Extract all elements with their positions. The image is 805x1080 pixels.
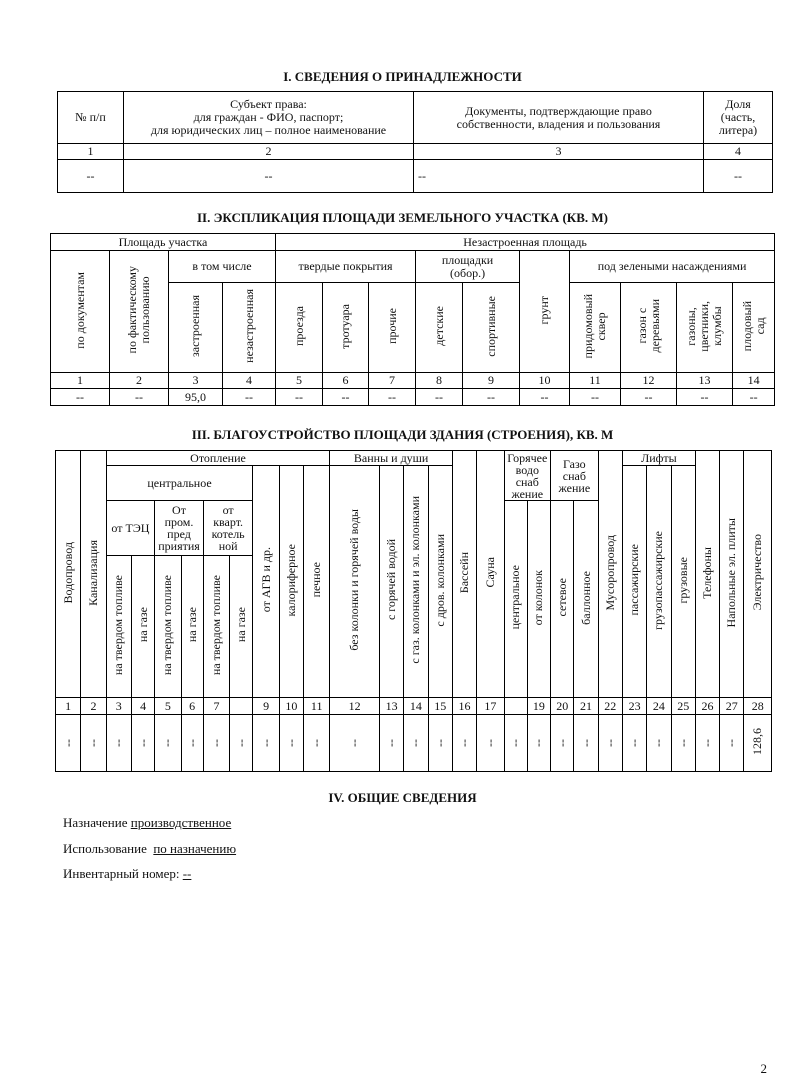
cell-value: [131, 715, 154, 772]
col-sauna: Сауна: [482, 557, 497, 588]
col-number: 1: [56, 698, 81, 715]
group-heating: Отопление: [106, 451, 330, 466]
col-yard-square: придомовый сквер: [581, 293, 609, 359]
cell-value: [551, 715, 574, 772]
cell-value: --: [414, 160, 704, 193]
cell-value-text: --: [135, 738, 150, 747]
cell-value-text: --: [699, 738, 714, 747]
purpose-value: производственное: [130, 815, 232, 830]
col-no-column: без колонки и горячей воды: [347, 509, 362, 651]
col-number: 5: [276, 373, 323, 389]
col-number: 8: [416, 373, 463, 389]
cell-value: [477, 715, 504, 772]
cell-value: --: [124, 160, 414, 193]
col-number: 25: [671, 698, 695, 715]
cell-value-text: --: [651, 738, 666, 747]
col-number: 6: [181, 698, 203, 715]
cell-value-text: --: [554, 738, 569, 747]
cell-value: [203, 715, 229, 772]
col-lawn-trees: газон с деревьями: [634, 299, 662, 353]
header-subject: Субъект права: для граждан - ФИО, паспорт; для юридических лиц – полное наименование: [124, 92, 414, 144]
col-number: 16: [452, 698, 476, 715]
col-by-docs: по документам: [72, 271, 87, 349]
cell-value-text: --: [531, 738, 546, 747]
col-number: 6: [323, 373, 369, 389]
col-number: 4: [704, 144, 773, 160]
col-number: 2: [110, 373, 169, 389]
section2-title: II. ЭКСПЛИКАЦИЯ ПЛОЩАДИ ЗЕМЕЛЬНОГО УЧАСТКА (КВ. М): [197, 210, 608, 225]
cell-value-text: --: [482, 738, 497, 747]
col-sports: спортивные: [483, 295, 498, 357]
col-electric: Электричество: [750, 534, 765, 611]
group-lifts: Лифты: [622, 451, 695, 466]
cell-value-text: --: [283, 738, 298, 747]
cell-value: --: [369, 389, 416, 406]
cell-value: --: [416, 389, 463, 406]
cell-value-text: --: [309, 738, 324, 747]
cell-value: --: [704, 160, 773, 193]
sub-hard-surface: твердые покрытия: [276, 251, 416, 283]
col-sidewalk: тротуара: [338, 303, 353, 349]
col-lawns: газоны, цветники, клумбы: [684, 300, 725, 352]
col-number: 14: [733, 373, 775, 389]
ownership-table: [57, 91, 773, 193]
col-stove: печное: [309, 562, 324, 598]
cell-value: --: [58, 160, 124, 193]
cell-value-text: --: [578, 738, 593, 747]
col-built: застроенная: [188, 295, 202, 357]
cell-value: [304, 715, 330, 772]
land-area-table: [50, 233, 775, 406]
section4-title: IV. ОБЩИЕ СВЕДЕНИЯ: [328, 790, 477, 805]
sub-from-enterprise: От пром. пред приятия: [155, 501, 204, 556]
col-hot-water: с горячей водой: [384, 539, 399, 621]
cell-value: [56, 715, 81, 772]
col-number: 11: [304, 698, 330, 715]
cell-value: [230, 715, 253, 772]
sub-including: в том числе: [169, 251, 276, 283]
col-number: 1: [51, 373, 110, 389]
col-number: 2: [124, 144, 414, 160]
col-number: 9: [463, 373, 520, 389]
col-tec-gas: на газе: [135, 607, 150, 643]
col-phones: Телефоны: [699, 546, 714, 599]
amenities-table: [55, 450, 772, 772]
cell-value: [527, 715, 550, 772]
col-number: 12: [330, 698, 380, 715]
col-number: 15: [428, 698, 452, 715]
sub-playgrounds: площадки (обор.): [416, 251, 520, 283]
col-number: 3: [106, 698, 131, 715]
cell-value-text: --: [111, 738, 126, 747]
cell-value-text: --: [60, 738, 75, 747]
section1-title: I. СВЕДЕНИЯ О ПРИНАДЛЕЖНОСТИ: [283, 69, 522, 84]
sub-from-boiler: от кварт. котель ной: [203, 501, 253, 556]
col-cargo: грузовые: [675, 556, 690, 604]
col-other: прочие: [384, 308, 399, 344]
cell-value-text: --: [675, 738, 690, 747]
group-hot-water: Горячее водо снаб жение: [504, 451, 551, 501]
col-number: 5: [155, 698, 181, 715]
col-pool: Бассейн: [457, 551, 472, 594]
col-number: 27: [720, 698, 744, 715]
col-number: 4: [223, 373, 276, 389]
group-unbuilt: Незастроенная площадь: [276, 234, 775, 251]
cell-value: [598, 715, 622, 772]
group-gas-supply: Газо снаб жение: [551, 451, 599, 501]
col-number: 20: [551, 698, 574, 715]
col-unbuilt: незастроенная: [241, 289, 256, 363]
cell-value-text: --: [408, 738, 423, 747]
col-number: 3: [414, 144, 704, 160]
inventory-label: Инвентарный номер:: [63, 866, 180, 881]
cell-value: [253, 715, 279, 772]
cell-value-text: --: [184, 738, 199, 747]
col-number: 3: [169, 373, 223, 389]
col-number: 23: [622, 698, 646, 715]
cell-value: --: [570, 389, 621, 406]
cell-value-text: --: [384, 738, 399, 747]
purpose-label: Назначение: [63, 815, 128, 830]
col-number: 9: [253, 698, 279, 715]
col-gas-bottle: баллонное: [578, 570, 593, 625]
col-number: 17: [477, 698, 504, 715]
cell-value: --: [463, 389, 520, 406]
cell-value-text: --: [457, 738, 472, 747]
col-number: 13: [677, 373, 733, 389]
cell-value: [744, 715, 772, 772]
col-driveway: проезда: [291, 306, 306, 346]
cell-value-text: --: [432, 738, 447, 747]
col-kv-solid: на твердом топливе: [208, 574, 223, 676]
cell-value: [379, 715, 403, 772]
col-kv-gas: на газе: [233, 607, 248, 643]
col-gas-column: с газ. колонками и эл. колонками: [408, 496, 423, 664]
col-number: 24: [647, 698, 671, 715]
cell-value: [330, 715, 380, 772]
col-floor-plates: Напольные эл. плиты: [724, 517, 739, 628]
col-number: 12: [621, 373, 677, 389]
purpose-line: [63, 815, 231, 831]
col-number: 2: [81, 698, 106, 715]
section3-title: III. БЛАГОУСТРОЙСТВО ПЛОЩАДИ ЗДАНИЯ (СТРОЕНИЯ), КВ. М: [191, 427, 614, 442]
usage-line: [63, 841, 236, 857]
header-docs: Документы, подтверждающие право собственности, владения и пользования: [414, 92, 704, 144]
cell-value: --: [51, 389, 110, 406]
cell-value-text: --: [233, 738, 248, 747]
col-number: 28: [744, 698, 772, 715]
col-ground: грунт: [537, 295, 552, 325]
header-num: № п/п: [58, 92, 124, 144]
cell-value: --: [621, 389, 677, 406]
header-share: Доля (часть, литера): [704, 92, 773, 144]
cell-value: --: [276, 389, 323, 406]
cell-value: [574, 715, 598, 772]
col-number: 13: [379, 698, 403, 715]
col-wood-column: с дров. колонками: [432, 533, 447, 627]
col-ent-gas: на газе: [184, 607, 199, 643]
cell-value: [720, 715, 744, 772]
col-agv: от АГВ и др.: [258, 547, 273, 613]
col-number: 1: [58, 144, 124, 160]
cell-value: [106, 715, 131, 772]
col-water: Водопровод: [60, 541, 75, 604]
cell-value: --: [323, 389, 369, 406]
cell-value: --: [733, 389, 775, 406]
col-by-fact: по фактическому пользованию: [125, 266, 152, 354]
cell-value-text: --: [347, 738, 362, 747]
cell-value: [504, 715, 527, 772]
col-kids: детские: [431, 306, 446, 346]
col-hw-central: центральное: [508, 565, 523, 630]
cell-value: --: [677, 389, 733, 406]
cell-value: --: [110, 389, 169, 406]
sub-from-tec: от ТЭЦ: [106, 501, 155, 556]
cell-value: [647, 715, 671, 772]
page-number: 2: [760, 1061, 767, 1076]
cell-value-text: --: [208, 738, 223, 747]
cell-value: --: [520, 389, 570, 406]
cell-value: [452, 715, 476, 772]
col-number: [504, 698, 527, 715]
group-baths: Ванны и души: [330, 451, 453, 466]
cell-value-text: --: [724, 738, 739, 747]
col-orchard: плодовый сад: [739, 300, 767, 352]
cell-value-text: 128,6: [750, 728, 765, 755]
cell-value: [181, 715, 203, 772]
col-calorifer: калориферное: [283, 543, 298, 617]
cell-value-text: --: [258, 738, 273, 747]
sub-central: центральное: [106, 466, 253, 501]
cell-value: [81, 715, 106, 772]
cell-value-text: --: [508, 738, 523, 747]
sub-green: под зелеными насаждениями: [570, 251, 775, 283]
col-hw-column: от колонок: [531, 569, 546, 626]
usage-value: по назначению: [153, 841, 237, 856]
col-cargo-passenger: грузопассажирские: [651, 530, 666, 630]
cell-value: [671, 715, 695, 772]
cell-value: --: [223, 389, 276, 406]
cell-value-text: --: [627, 738, 642, 747]
col-number: 4: [131, 698, 154, 715]
cell-value: [428, 715, 452, 772]
col-number: 7: [369, 373, 416, 389]
col-number: 14: [404, 698, 428, 715]
cell-value-text: --: [85, 738, 100, 747]
col-garbage: Мусоропровод: [602, 534, 617, 611]
col-number: 26: [695, 698, 719, 715]
col-number: 7: [203, 698, 229, 715]
cell-value: [404, 715, 428, 772]
cell-value: [695, 715, 719, 772]
col-number: 22: [598, 698, 622, 715]
cell-value: 95,0: [169, 389, 223, 406]
col-number: 11: [570, 373, 621, 389]
inventory-value: --: [182, 866, 192, 881]
col-gas-network: сетевое: [554, 578, 569, 617]
cell-value: [279, 715, 303, 772]
col-sewer: Канализация: [85, 539, 100, 606]
col-tec-solid: на твердом топливе: [111, 574, 126, 676]
col-number: [230, 698, 253, 715]
usage-label: Использование: [63, 841, 147, 856]
cell-value-text: --: [602, 738, 617, 747]
col-number: 10: [520, 373, 570, 389]
col-number: 21: [574, 698, 598, 715]
cell-value-text: --: [160, 738, 175, 747]
col-number: 19: [527, 698, 550, 715]
cell-value: [155, 715, 181, 772]
inventory-line: [63, 866, 191, 882]
cell-value: [622, 715, 646, 772]
col-passenger: пассажирские: [627, 544, 642, 616]
col-ent-solid: на твердом топливе: [160, 574, 175, 676]
col-number: 10: [279, 698, 303, 715]
group-area: Площадь участка: [51, 234, 276, 251]
